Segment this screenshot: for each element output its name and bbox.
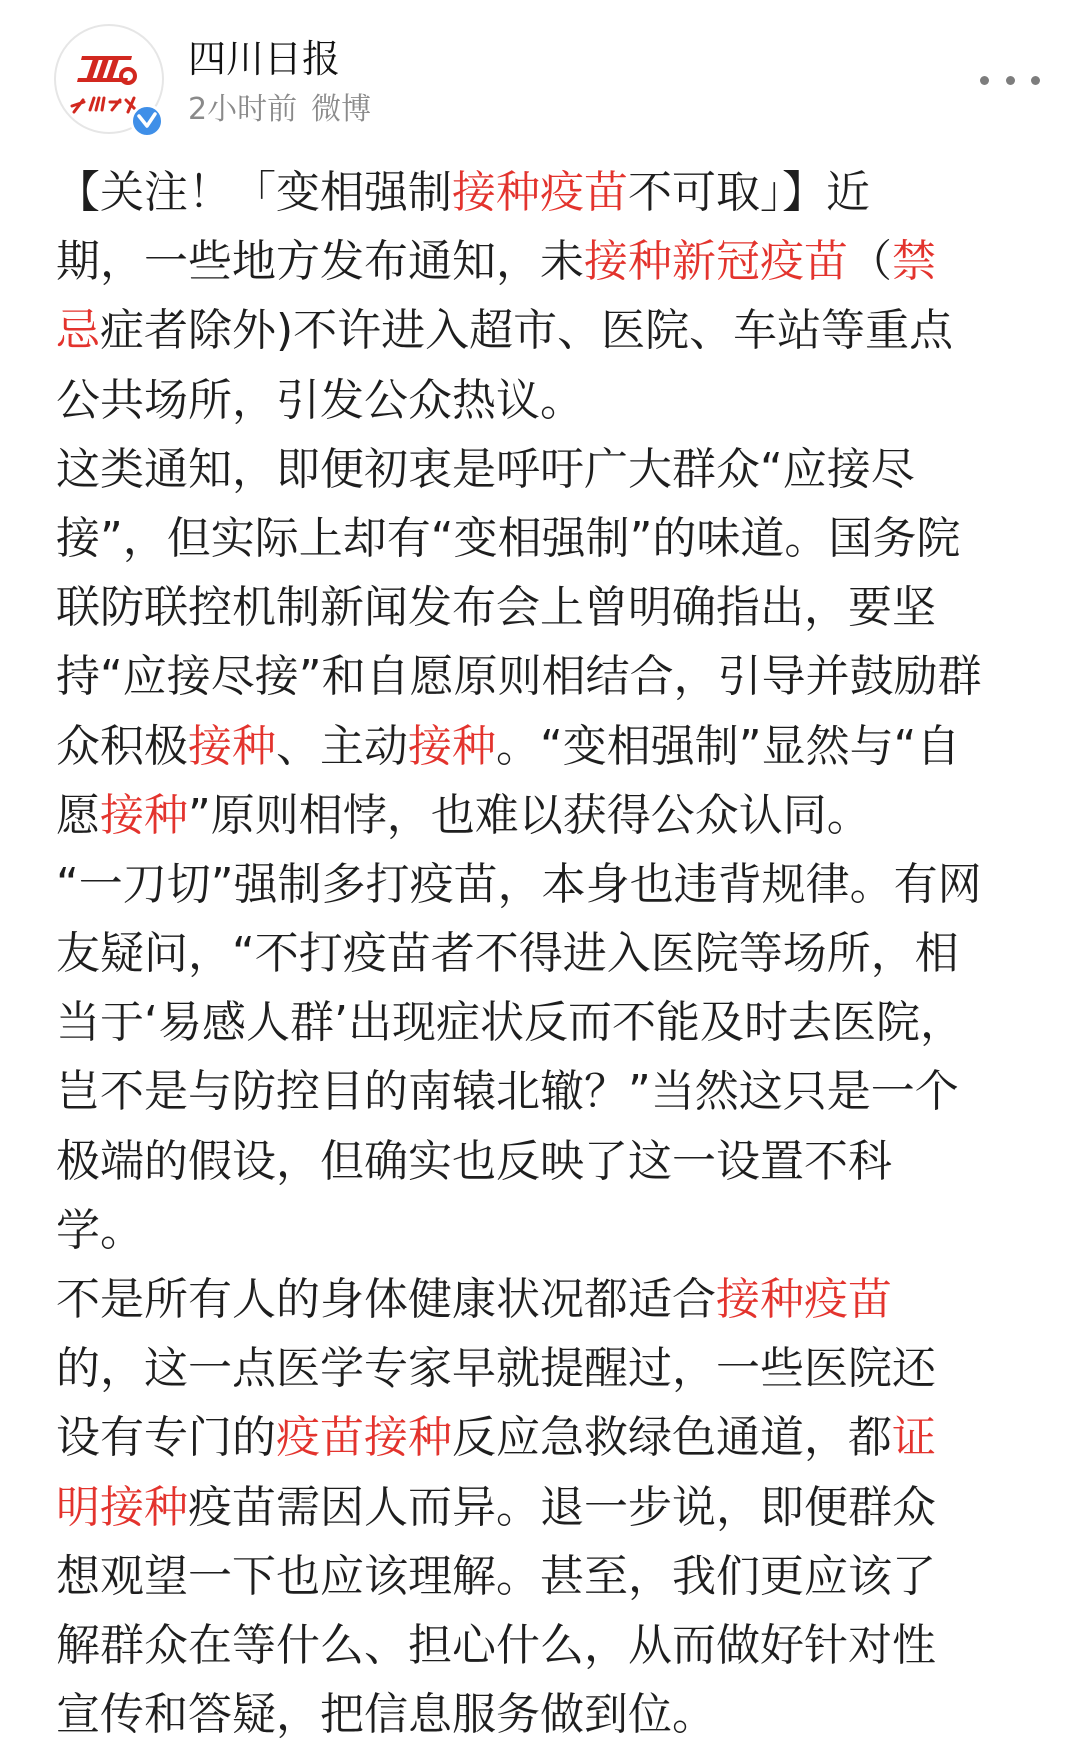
post-meta — [188, 90, 371, 130]
post-text-line — [56, 435, 1048, 504]
post-text-line — [56, 1127, 1048, 1196]
keyword-link[interactable]: 证 — [892, 1412, 936, 1464]
post-text: 想观望一下也应该理解。甚至，我们更应该了 — [56, 1550, 936, 1602]
keyword-link[interactable]: 接种疫苗 — [716, 1274, 892, 1325]
more-dots-icon — [980, 76, 989, 85]
post-text-line — [56, 1473, 1048, 1542]
post-text: 症者除外)不许进入超市、医院、车站等重点 — [100, 305, 954, 357]
post-text: （ — [848, 236, 892, 288]
post-text-line — [56, 227, 1048, 296]
post-text-line — [56, 988, 1048, 1057]
keyword-link[interactable]: 明接种 — [56, 1481, 188, 1533]
post-text-line — [56, 1403, 1048, 1472]
keyword-link[interactable]: 疫苗接种 — [276, 1412, 452, 1464]
post-text: 持“应接尽接”和自愿原则相结合，引导并鼓励群 — [56, 651, 982, 703]
post-text-line — [56, 366, 1048, 435]
more-options-button[interactable] — [980, 60, 1040, 100]
post-text: 岂不是与防控目的南辕北辙？”当然这只是一个 — [56, 1066, 959, 1118]
post-text-line — [56, 1334, 1048, 1403]
post-text-line — [56, 1057, 1048, 1126]
verified-icon — [137, 112, 157, 130]
post-text: 极端的假设，但确实也反映了这一设置不科 — [56, 1135, 892, 1187]
more-dots-icon — [1006, 76, 1015, 85]
keyword-link[interactable]: 接种新冠疫苗 — [584, 236, 848, 288]
post-text-line — [56, 158, 1048, 227]
post-text-line — [56, 296, 1048, 365]
post-text-line — [56, 1611, 1048, 1680]
post-text: 解群众在等什么、担心什么，从而做好针对性 — [56, 1619, 936, 1671]
post-text: 期，一些地方发布通知，未 — [56, 236, 584, 288]
post-text: 接”，但实际上却有“变相强制”的味道。国务院 — [56, 512, 961, 564]
post-text: 这类通知，即便初衷是呼吁广大群众“应接尽 — [56, 443, 915, 495]
post-text-line — [56, 919, 1048, 988]
post-text-line — [56, 642, 1048, 711]
post-text-line — [56, 1196, 1048, 1265]
post-text-line — [56, 1680, 1048, 1749]
post-text: 疫苗需因人而异。退一步说，即便群众 — [188, 1481, 936, 1533]
post-text: 众积极 — [56, 720, 188, 772]
keyword-link[interactable]: 忌 — [56, 305, 100, 357]
post-text: 【关注！「变相强制 — [56, 167, 452, 218]
post-text: 联防联控机制新闻发布会上曾明确指出，要坚 — [56, 582, 936, 634]
post-text: 宣传和答疑，把信息服务做到位。 — [56, 1689, 716, 1741]
post-text: 公共场所，引发公众热议。 — [56, 374, 584, 426]
post-header — [0, 0, 1080, 140]
post-text-line — [56, 504, 1048, 573]
keyword-link[interactable]: 接种 — [408, 720, 496, 772]
post-text: 的，这一点医学专家早就提醒过，一些医院还 — [56, 1343, 936, 1395]
post-text: 不是所有人的身体健康状况都适合 — [56, 1274, 716, 1325]
post-text-line — [56, 781, 1048, 850]
post-text-line — [56, 1542, 1048, 1611]
post-text-line — [56, 850, 1048, 919]
post-text-line — [56, 573, 1048, 642]
post-source: 微博 — [311, 92, 372, 127]
post-text: “一刀切”强制多打疫苗，本身也违背规律。有网 — [56, 858, 982, 910]
post-text: ”原则相悖，也难以获得公众认同。 — [188, 789, 871, 841]
post-text: 愿 — [56, 789, 100, 841]
post-text: 当于‘易感人群’出现症状反而不能及时去医院， — [56, 997, 964, 1049]
keyword-link[interactable]: 接种疫苗 — [452, 167, 628, 218]
keyword-link[interactable]: 接种 — [100, 789, 188, 841]
post-text-line — [56, 1265, 1048, 1334]
account-name[interactable]: 四川日报 — [188, 37, 341, 81]
post-text: 学。 — [56, 1204, 144, 1256]
post-text: 、主动 — [276, 720, 408, 772]
post-text: 设有专门的 — [56, 1412, 276, 1464]
verified-badge — [130, 104, 164, 138]
post-text: 反应急救绿色通道，都 — [452, 1412, 892, 1464]
post-text: 不可取」】近 — [628, 167, 870, 218]
post-time: 2小时前 — [188, 92, 298, 127]
post-text: 。“变相强制”显然与“自 — [496, 720, 961, 772]
post-text-line — [56, 712, 1048, 781]
more-dots-icon — [1031, 76, 1040, 85]
post-text: 友疑问，“不打疫苗者不得进入医院等场所，相 — [56, 928, 959, 980]
keyword-link[interactable]: 接种 — [188, 720, 276, 772]
keyword-link[interactable]: 禁 — [892, 236, 936, 288]
post-body — [56, 158, 1048, 1749]
